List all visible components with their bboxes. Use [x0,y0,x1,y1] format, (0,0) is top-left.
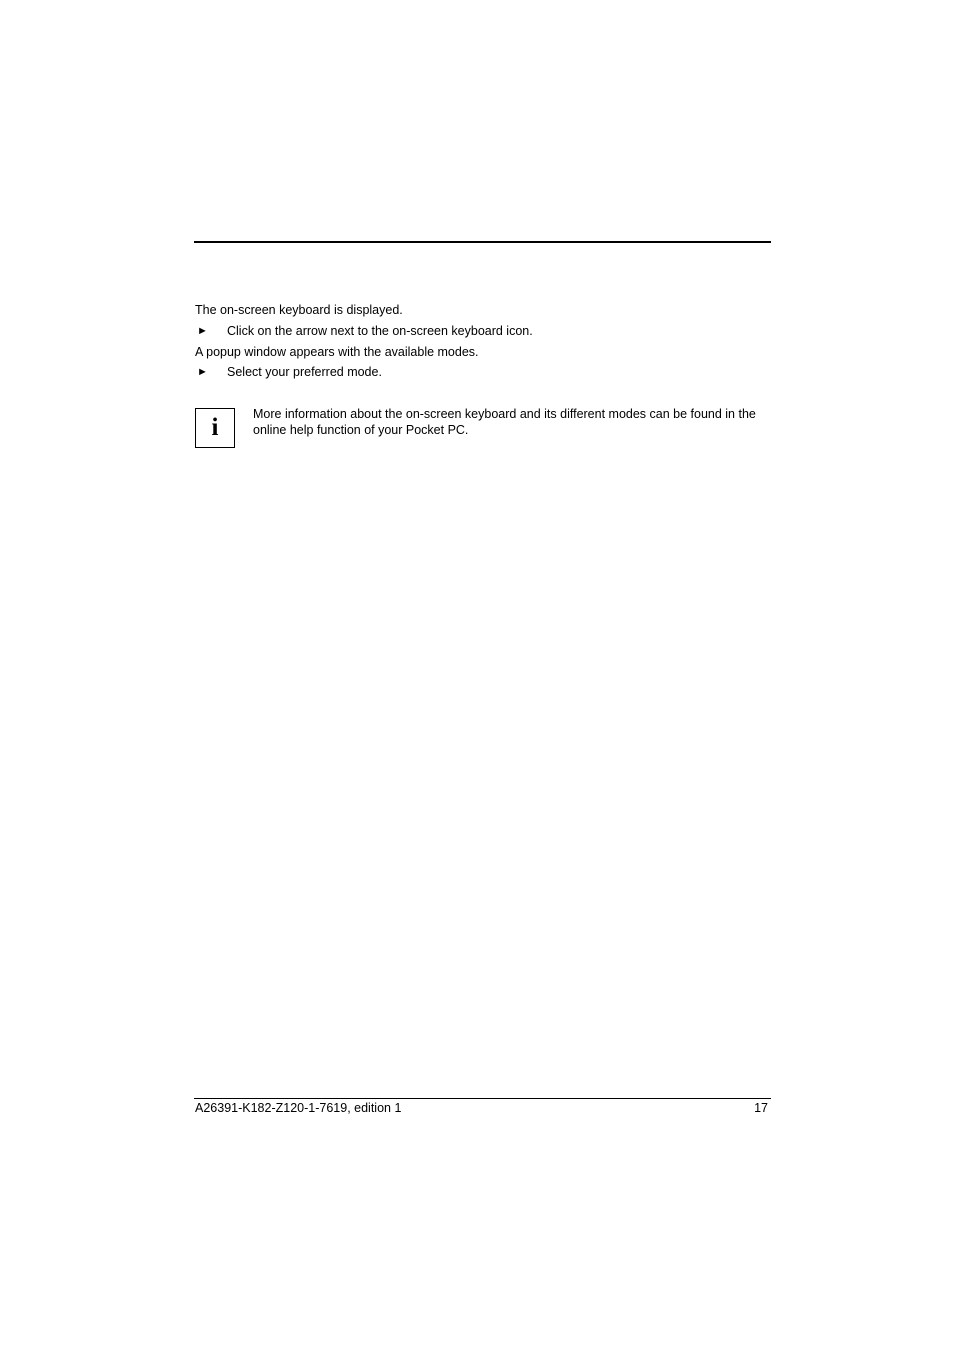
step-click-arrow: Click on the arrow next to the on-screen keyboard icon. [227,324,533,338]
paragraph-popup-window: A popup window appears with the available modes. [195,345,479,359]
footer-page-number: 17 [754,1101,768,1115]
header-rule [194,241,771,243]
step-arrow-icon: ► [197,366,208,378]
footer-rule [194,1098,771,1099]
step-select-mode: Select your preferred mode. [227,365,382,379]
info-icon-glyph: i [211,414,219,441]
step-arrow-icon: ► [197,325,208,337]
footer-document-id: A26391-K182-Z120-1-7619, edition 1 [195,1101,402,1115]
paragraph-keyboard-displayed: The on-screen keyboard is displayed. [195,303,403,317]
info-icon [195,408,235,448]
info-note-text: More information about the on-screen keyboard and its different modes can be found in the online help function of your Pocket PC. [253,407,756,437]
